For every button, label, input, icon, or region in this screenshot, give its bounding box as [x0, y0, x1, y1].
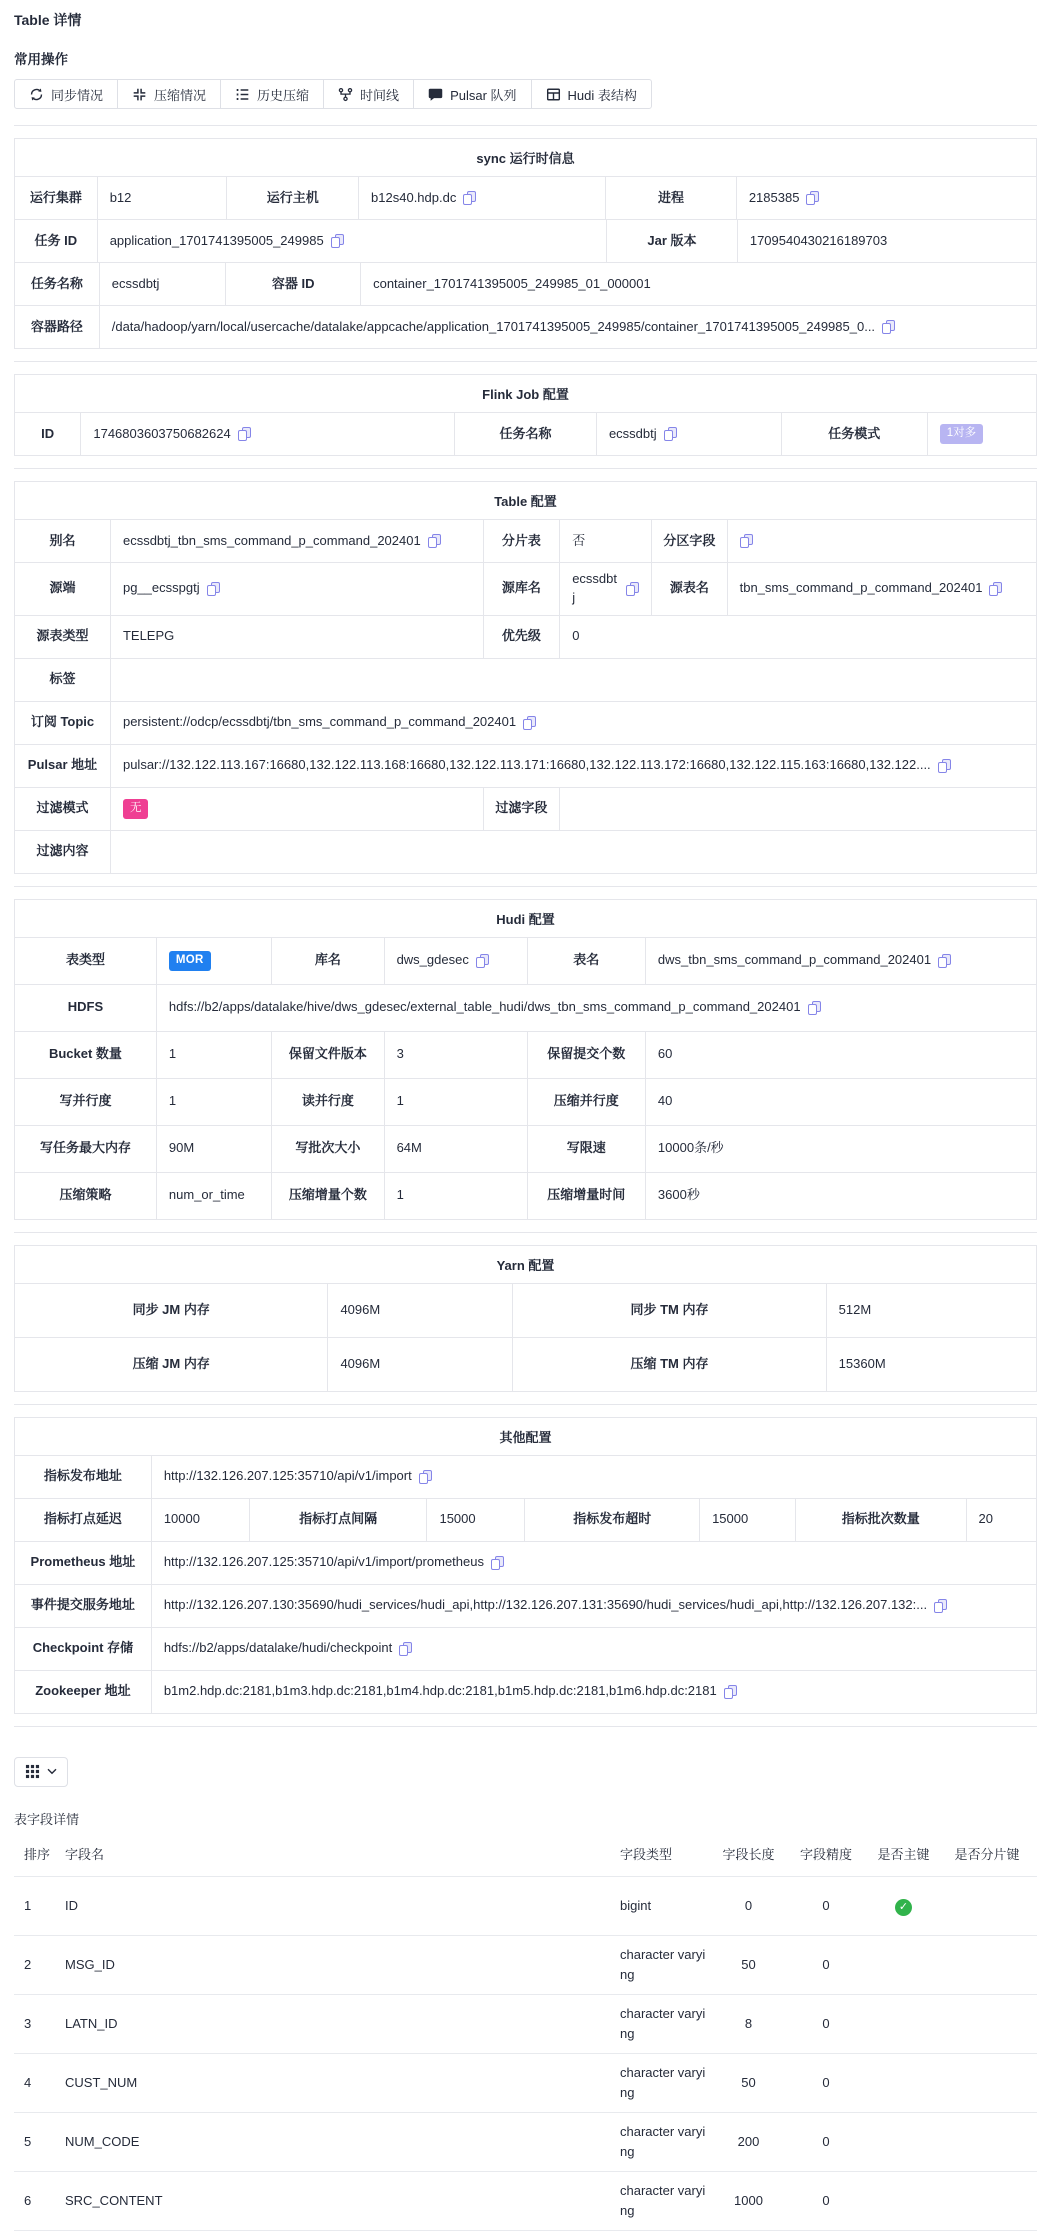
field-label: 压缩并行度 [528, 1079, 646, 1125]
field-shard-key [945, 2077, 1037, 2089]
field-label: 过滤字段 [484, 788, 561, 830]
column-header-precision: 字段精度 [799, 1846, 852, 1862]
field-value [560, 788, 1036, 830]
filter-mode-badge: 无 [123, 799, 149, 819]
copy-icon[interactable] [938, 759, 951, 773]
field-value: dws_tbn_sms_command_p_command_202401 [646, 938, 1036, 984]
table-row [15, 659, 1036, 702]
field-value: 60 [657, 1046, 673, 1062]
table-row [15, 1173, 1036, 1219]
history-list-icon [235, 87, 250, 102]
copy-icon[interactable] [740, 534, 753, 548]
field-value: 1 [157, 1032, 272, 1078]
field-label: 写任务最大内存 [15, 1126, 157, 1172]
sync-icon [29, 87, 44, 102]
field-label: 运行主机 [227, 177, 359, 219]
table-row [15, 985, 1036, 1032]
fields-section-title: 表字段详情 [14, 1811, 80, 1827]
table-row [15, 1671, 1036, 1713]
field-label: 分区字段 [652, 520, 728, 562]
field-type: character varying [620, 1946, 706, 1982]
other-config-card [14, 1417, 1037, 1714]
grid-icon [25, 1764, 40, 1779]
field-value: 10000 [152, 1499, 250, 1541]
field-label: 事件提交服务地址 [15, 1585, 152, 1627]
divider [14, 1404, 1037, 1405]
field-label: 指标发布地址 [15, 1456, 152, 1498]
sync-runtime-card [14, 138, 1037, 349]
field-value: hdfs://b2/apps/datalake/hudi/checkpoint [152, 1628, 1036, 1670]
field-label: 指标打点间隔 [250, 1499, 428, 1541]
field-value: 10000条/秒 [657, 1140, 724, 1156]
field-label: 运行集群 [15, 177, 98, 219]
field-label: Jar 版本 [607, 220, 738, 262]
field-row [14, 1995, 1037, 2054]
field-order: 5 [24, 2133, 32, 2149]
field-value: ecssdbtj [100, 263, 227, 305]
table-row [15, 1628, 1036, 1671]
column-settings-button[interactable] [14, 1757, 68, 1787]
table-structure-icon [546, 87, 561, 102]
field-value: 3600秒 [657, 1187, 700, 1203]
field-precision: 0 [822, 2074, 830, 2090]
card-title: 其他配置 [15, 1418, 1036, 1456]
pulsar-chat-icon [428, 87, 443, 102]
card-title: sync 运行时信息 [15, 139, 1036, 177]
field-value: ecssdbtj [560, 563, 652, 615]
field-type: character varying [620, 2005, 706, 2041]
button-label: 同步情况 [51, 87, 104, 103]
column-header-name: 字段名 [65, 1846, 105, 1862]
button-label: Pulsar 队列 [450, 87, 517, 103]
copy-icon[interactable] [463, 191, 476, 205]
field-type: character varying [620, 2182, 706, 2218]
field-value: 4096M [328, 1338, 513, 1391]
field-label: 源端 [15, 563, 111, 615]
field-value: 512M [838, 1301, 872, 1317]
divider [14, 361, 1037, 362]
field-label: 同步 TM 内存 [513, 1284, 826, 1337]
divider [14, 125, 1037, 126]
copy-icon[interactable] [882, 320, 895, 334]
field-value: 1 [385, 1079, 528, 1125]
card-title: Flink Job 配置 [15, 375, 1036, 413]
field-value: 90M [157, 1126, 272, 1172]
table-row [15, 1338, 1036, 1391]
field-label: 源表类型 [15, 616, 111, 658]
field-primary-key [870, 2077, 945, 2089]
field-label: 表名 [528, 938, 646, 984]
timeline-button[interactable] [323, 79, 414, 109]
field-length: 8 [744, 2015, 753, 2031]
field-label: Checkpoint 存储 [15, 1628, 152, 1670]
field-value: 否 [560, 520, 652, 562]
field-value: ecssdbtj [597, 413, 782, 455]
field-name: CUST_NUM [65, 2074, 138, 2090]
button-label: 时间线 [360, 87, 400, 103]
field-value: 64M [385, 1126, 528, 1172]
field-label: 过滤内容 [15, 831, 111, 873]
field-row [14, 2172, 1037, 2231]
field-value: 1746803603750682624 [81, 413, 455, 455]
field-label: 指标打点延迟 [15, 1499, 152, 1541]
field-value: persistent://odcp/ecssdbtj/tbn_sms_command_p_command_202401 [111, 702, 1036, 744]
button-label: 历史压缩 [257, 87, 310, 103]
copy-icon[interactable] [476, 954, 489, 968]
table-row [15, 831, 1036, 873]
field-length: 50 [741, 2074, 756, 2090]
copy-icon[interactable] [934, 1599, 947, 1613]
field-order: 2 [24, 1956, 32, 1972]
divider [14, 886, 1037, 887]
field-value [928, 413, 1036, 455]
field-value: http://132.126.207.130:35690/hudi_services/hudi_api,http://132.126.207.131:35690/hudi_services/hudi_api,http://132.126.207.132:... [152, 1585, 1036, 1627]
field-value: dws_gdesec [385, 938, 528, 984]
table-type-badge: MOR [169, 951, 211, 971]
field-label: 写并行度 [15, 1079, 157, 1125]
table-row [15, 788, 1036, 831]
field-label: 任务 ID [15, 220, 98, 262]
field-value [111, 788, 484, 830]
field-label: 别名 [15, 520, 111, 562]
field-label: Pulsar 地址 [15, 745, 111, 787]
field-label: 任务模式 [782, 413, 928, 455]
field-value: 40 [657, 1093, 673, 1109]
field-value: 20 [978, 1511, 993, 1527]
field-label: Zookeeper 地址 [15, 1671, 152, 1713]
field-shard-key [945, 1900, 1037, 1912]
field-shard-key [945, 2136, 1037, 2148]
table-row [15, 1585, 1036, 1628]
field-label: 压缩 JM 内存 [15, 1338, 328, 1391]
field-name: LATN_ID [65, 2015, 118, 2031]
copy-icon[interactable] [419, 1470, 432, 1484]
field-length: 1000 [734, 2192, 763, 2208]
copy-icon[interactable] [626, 582, 639, 596]
table-row [15, 1542, 1036, 1585]
table-row [15, 1079, 1036, 1126]
card-title: Table 配置 [15, 482, 1036, 520]
field-primary-key [870, 2136, 945, 2148]
table-row [15, 263, 1036, 306]
copy-icon[interactable] [724, 1685, 737, 1699]
copy-icon[interactable] [989, 582, 1002, 596]
table-row [15, 1456, 1036, 1499]
pulsar-queue-button[interactable] [413, 79, 531, 109]
copy-icon[interactable] [207, 582, 220, 596]
field-label: 表类型 [15, 938, 157, 984]
field-value: http://132.126.207.125:35710/api/v1/import/prometheus [152, 1542, 1036, 1584]
column-header-primary-key: 是否主键 [877, 1846, 930, 1862]
task-mode-badge: 1对多 [940, 424, 983, 444]
table-row [15, 1499, 1036, 1542]
card-title: Hudi 配置 [15, 900, 1036, 938]
field-value: TELEPG [111, 616, 484, 658]
field-label: 任务名称 [455, 413, 597, 455]
field-order: 4 [24, 2074, 32, 2090]
field-label: ID [15, 413, 81, 455]
field-value [728, 520, 1036, 562]
field-precision: 0 [822, 1956, 830, 1972]
field-primary-key [870, 2195, 945, 2207]
field-label: 分片表 [484, 520, 561, 562]
field-label: 压缩增量个数 [272, 1173, 384, 1219]
copy-icon[interactable] [399, 1642, 412, 1656]
sync-status-button[interactable] [14, 79, 118, 109]
table-row [15, 413, 1036, 455]
field-precision: 0 [822, 2133, 830, 2149]
field-row [14, 2054, 1037, 2113]
table-row [15, 563, 1036, 616]
field-label: 进程 [606, 177, 737, 219]
divider [14, 1232, 1037, 1233]
field-label: 压缩增量时间 [528, 1173, 646, 1219]
field-length: 50 [741, 1956, 756, 1972]
field-name: MSG_ID [65, 1956, 115, 1972]
field-value: tbn_sms_command_p_command_202401 [728, 563, 1036, 615]
field-label: 读并行度 [272, 1079, 384, 1125]
field-value: container_1701741395005_249985_01_000001 [373, 275, 651, 291]
field-label: 保留提交个数 [528, 1032, 646, 1078]
field-value: 4096M [328, 1284, 513, 1337]
field-order: 6 [24, 2192, 32, 2208]
field-value: http://132.126.207.125:35710/api/v1/import [152, 1456, 1036, 1498]
field-value [157, 938, 272, 984]
field-row [14, 1877, 1037, 1936]
field-shard-key [945, 1959, 1037, 1971]
field-label: Bucket 数量 [15, 1032, 157, 1078]
hudi-table-structure-button[interactable] [531, 79, 652, 109]
field-value: 2185385 [737, 177, 1036, 219]
field-primary-key [870, 1890, 945, 1922]
copy-icon[interactable] [664, 427, 677, 441]
field-label: 源库名 [484, 563, 561, 615]
field-row [14, 1936, 1037, 1995]
field-row [14, 2113, 1037, 2172]
table-row [15, 177, 1036, 220]
field-label: 订阅 Topic [15, 702, 111, 744]
field-name: SRC_CONTENT [65, 2192, 163, 2208]
divider [14, 1726, 1037, 1727]
field-value: 1 [157, 1079, 272, 1125]
field-name: NUM_CODE [65, 2133, 140, 2149]
history-compact-button[interactable] [220, 79, 324, 109]
copy-icon[interactable] [523, 716, 536, 730]
table-row [15, 1284, 1036, 1338]
copy-icon[interactable] [491, 1556, 504, 1570]
table-row [15, 702, 1036, 745]
field-primary-key [870, 1959, 945, 1971]
field-value: b12 [98, 177, 228, 219]
page-title: Table 详情 [14, 12, 82, 28]
field-label: 标签 [15, 659, 111, 701]
field-precision: 0 [822, 1897, 830, 1913]
column-header-order: 排序 [24, 1846, 51, 1862]
field-value: 15360M [838, 1355, 886, 1371]
field-shard-key [945, 2018, 1037, 2030]
chevron-down-icon [47, 1768, 57, 1775]
field-precision: 0 [822, 2192, 830, 2208]
compress-status-button[interactable] [117, 79, 221, 109]
copy-icon[interactable] [238, 427, 251, 441]
field-label: 同步 JM 内存 [15, 1284, 328, 1337]
table-row [15, 1032, 1036, 1079]
table-row [15, 1126, 1036, 1173]
copy-icon[interactable] [806, 191, 819, 205]
field-label: 源表名 [652, 563, 728, 615]
field-order: 1 [24, 1897, 32, 1913]
field-type: character varying [620, 2123, 706, 2159]
field-label: 库名 [272, 938, 384, 984]
flink-job-card [14, 374, 1037, 456]
field-value: 0 [572, 628, 580, 644]
field-label: 优先级 [484, 616, 561, 658]
copy-icon[interactable] [428, 534, 441, 548]
field-value: 3 [385, 1032, 528, 1078]
field-order: 3 [24, 2015, 32, 2031]
copy-icon[interactable] [938, 954, 951, 968]
field-label: 压缩 TM 内存 [513, 1338, 826, 1391]
field-value [111, 831, 1036, 873]
button-label: 压缩情况 [154, 87, 207, 103]
field-precision: 0 [822, 2015, 830, 2031]
fields-table-header [14, 1834, 1037, 1877]
field-value [111, 659, 1036, 701]
column-header-type: 字段类型 [620, 1846, 673, 1862]
field-type: bigint [620, 1897, 652, 1913]
timeline-icon [338, 87, 353, 102]
field-value: pg__ecsspgtj [111, 563, 484, 615]
field-type: character varying [620, 2064, 706, 2100]
field-label: 容器 ID [226, 263, 361, 305]
field-primary-key [870, 2018, 945, 2030]
field-label: HDFS [15, 985, 157, 1031]
table-row [15, 306, 1036, 348]
field-label: 写批次大小 [272, 1126, 384, 1172]
copy-icon[interactable] [808, 1001, 821, 1015]
field-label: 指标批次数量 [796, 1499, 967, 1541]
fields-table [14, 1834, 1037, 2231]
field-value: /data/hadoop/yarn/local/usercache/datalake/appcache/application_1701741395005_249985/container_1701741395005_249985_0... [100, 306, 1036, 348]
table-row [15, 938, 1036, 985]
field-value: b12s40.hdp.dc [359, 177, 606, 219]
field-label: 容器路径 [15, 306, 100, 348]
common-ops-title: 常用操作 [14, 52, 68, 67]
column-header-length: 字段长度 [722, 1846, 775, 1862]
field-value: 1709540430216189703 [749, 232, 888, 248]
field-value: hdfs://b2/apps/datalake/hive/dws_gdesec/external_table_hudi/dws_tbn_sms_command_p_command_202401 [157, 985, 1036, 1031]
yarn-config-card [14, 1245, 1037, 1392]
field-label: 指标发布超时 [525, 1499, 700, 1541]
table-row [15, 616, 1036, 659]
field-value: b1m2.hdp.dc:2181,b1m3.hdp.dc:2181,b1m4.hdp.dc:2181,b1m5.hdp.dc:2181,b1m6.hdp.dc:2181 [152, 1671, 1036, 1713]
field-label: 写限速 [528, 1126, 646, 1172]
field-length: 200 [737, 2133, 760, 2149]
field-value: 15000 [700, 1499, 796, 1541]
field-shard-key [945, 2195, 1037, 2207]
common-ops-toolbar [14, 79, 1037, 109]
field-value: 15000 [427, 1499, 525, 1541]
copy-icon[interactable] [331, 234, 344, 248]
field-value: pulsar://132.122.113.167:16680,132.122.113.168:16680,132.122.113.171:16680,132.122.113.172:16680,132.122.115.163:16680,132.122.... [111, 745, 1036, 787]
compress-icon [132, 87, 147, 102]
table-row [15, 520, 1036, 563]
table-row [15, 745, 1036, 788]
field-label: 过滤模式 [15, 788, 111, 830]
column-header-shard-key: 是否分片键 [954, 1846, 1020, 1862]
field-length: 0 [744, 1897, 753, 1913]
field-label: 压缩策略 [15, 1173, 157, 1219]
field-label: 任务名称 [15, 263, 100, 305]
field-name: ID [65, 1897, 78, 1913]
divider [14, 468, 1037, 469]
table-row [15, 220, 1036, 263]
field-label: 保留文件版本 [272, 1032, 384, 1078]
button-label: Hudi 表结构 [567, 87, 637, 103]
primary-key-check-icon: ✓ [895, 1899, 912, 1916]
field-label: Prometheus 地址 [15, 1542, 152, 1584]
field-value: 1 [385, 1173, 528, 1219]
card-title: Yarn 配置 [15, 1246, 1036, 1284]
field-value: num_or_time [157, 1173, 272, 1219]
table-config-card [14, 481, 1037, 874]
field-value: ecssdbtj_tbn_sms_command_p_command_202401 [111, 520, 484, 562]
field-value: application_1701741395005_249985 [98, 220, 607, 262]
hudi-config-card [14, 899, 1037, 1220]
